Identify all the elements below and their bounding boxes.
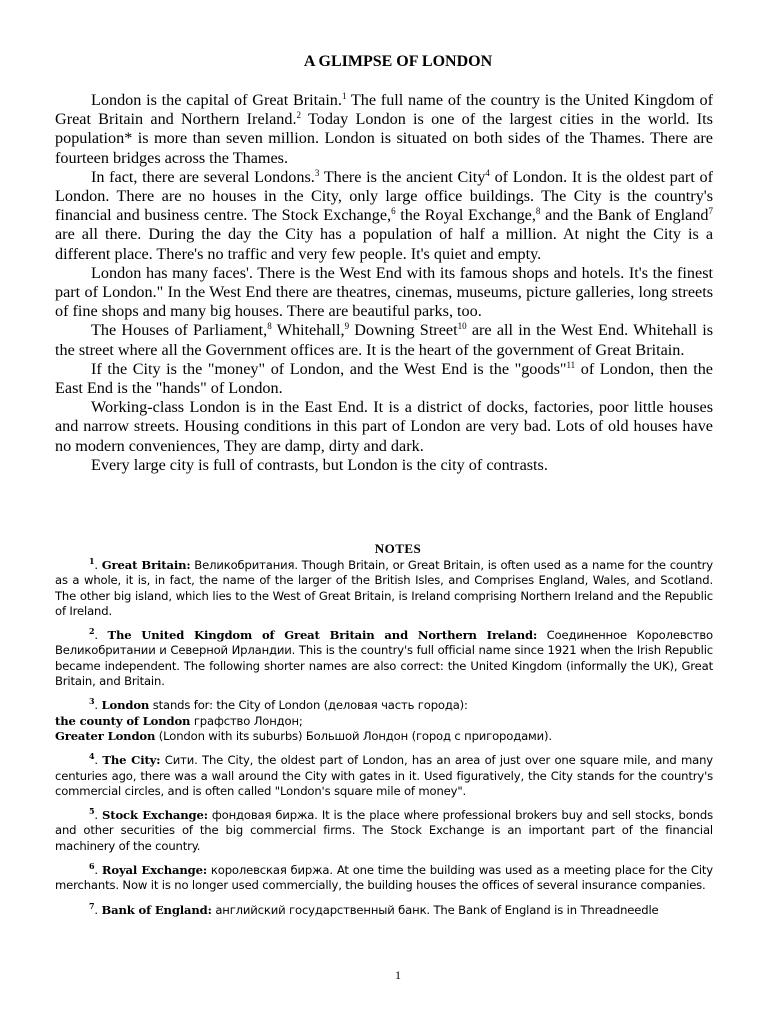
footnote-ref: 6 <box>391 206 396 217</box>
note-term: The United Kingdom of Great Britain and Northern Ireland: <box>107 628 538 643</box>
note-1: $^1$. Great Britain: Великобритания. Though Britain, or Great Britain, is often used as a name for the country as a whole, it is, in fact, the name of the larger of the British Isles, and Comprises England, Wales, and Scotland. The other big island, which lies to the West of Great Britain, is Ireland comprising Northern Ireland and the Republic of Ireland. <box>55 556 713 618</box>
note-number: 5 <box>89 806 95 817</box>
note-number: 6 <box>89 861 95 872</box>
paragraph-7: Every large city is full of contrasts, but London is the city of contrasts. <box>91 455 548 474</box>
paragraph-6: Working-class London is in the East End. It is a district of docks, factories, poor little houses and narrow streets. Housing conditions in this part of London are very bad. Lots of old houses have no modern conveniences, They are damp, dirty and dark. <box>55 398 713 455</box>
footnote-ref: 1 <box>341 91 347 101</box>
paragraph-5: If the City is the "money" of London, and the West End is the "goods"$^{11}$ of London, then the East End is the "hands" of London. <box>55 359 713 398</box>
note-term: The City: <box>102 753 161 768</box>
note-term: London <box>101 698 150 713</box>
footnote-ref: 2 <box>296 110 302 121</box>
footnote-ref: 8 <box>535 206 541 217</box>
note-term: Greater London <box>55 728 156 743</box>
note-5: $^5$. Stock Exchange: фондовая биржа. It is the place where professional brokers buy and sell stocks, bonds and other securities of the big commercial firms. The Stock Exchange is an important part of the financial machinery of the country. <box>55 806 714 853</box>
note-4: $^4$. The City: Сити. The City, the oldest part of London, has an area of just over one square mile, and many centuries ago, there was a wall around the City with gates in it. Used figuratively, the City stands for the country's commercial circles, and is often called "London's square mile of money". <box>55 751 714 798</box>
paragraph-4: The Houses of Parliament,$^8$ Whitehall,$^9$ Downing Street$^{10}$ are all in the West End. Whitehall is the street where all the Government offices are. It is the heart of the government of Great Britain. <box>55 321 713 359</box>
footnote-ref: 10 <box>457 321 467 332</box>
paragraph-3: London has many faces'. There is the West End with its famous shops and hotels. It's the finest part of London." In the West End there are theatres, cinemas, museums, picture galleries, long streets of fine shops and many big houses. There are beautiful parks, too. <box>55 263 713 321</box>
footnote-ref: 3 <box>314 167 320 178</box>
footnote-ref: 11 <box>566 359 576 370</box>
note-3: $^3$. London stands for: the City of London (деловая часть города): the county of London графство Лондон; Greater London (London with its suburbs) Большой Лондон (город с пригородами). <box>55 696 552 743</box>
page-title: A GLIMPSE OF LONDON <box>303 53 493 70</box>
note-number: 2 <box>89 626 95 637</box>
note-number: 3 <box>89 696 95 707</box>
note-6: $^6$. Royal Exchange: королевская биржа. At one time the building was used as a meeting place for the City merchants. Now it is no longer used commercially, the building houses the offices of several insurance companies. <box>55 861 713 893</box>
footnote-ref: 8 <box>267 321 272 332</box>
note-term: Stock Exchange: <box>102 808 208 823</box>
note-term: the county of London <box>55 713 191 728</box>
note-number: 1 <box>89 556 95 566</box>
footnote-ref: 4 <box>485 167 490 178</box>
article-body <box>55 91 713 475</box>
footnote-ref: 9 <box>344 321 350 332</box>
paragraph-2: In fact, there are several Londons.$^3$ There is the ancient City$^4$ of London. It is the oldest part of London. There are no houses in the City, only large office buildings. The City is the country's financial and business centre. The Stock Exchange,$^6$ the Royal Exchange,$^8$ and the Bank of England$^7$ are all there. During the day the City has a population of half a million. At night the City is a different place. There's no traffic and very few people. It's quiet and empty. <box>55 167 714 263</box>
note-number: 7 <box>89 900 95 911</box>
note-term: Royal Exchange: <box>101 863 207 878</box>
paragraph-1: London is the capital of Great Britain.$^1$ The full name of the country is the United Kingdom of Great Britain and Northern Ireland.$^2$ Today London is one of the largest cities in the world. Its population* is more than seven million. London is situated on both sides of the Thames. There are fourteen bridges across the Thames. <box>55 91 713 167</box>
notes-heading: NOTES <box>374 541 422 556</box>
note-term: Great Britain: <box>101 558 191 572</box>
notes-section <box>55 558 713 927</box>
note-term: Bank of England: <box>101 902 212 917</box>
page-number: 1 <box>395 968 401 982</box>
footnote-ref: 7 <box>708 206 714 217</box>
note-number: 4 <box>89 751 95 762</box>
note-7: $^7$. Bank of England: английский государственный банк. The Bank of England is in Threadneedle <box>89 900 659 917</box>
note-2: $^2$. The United Kingdom of Great Britain and Northern Ireland: Соединенное Королевство Великобритании и Северной Ирландии. This is the country's full official name since 1921 when the Irish Republic became independent. The following shorter names are also correct: the United Kingdom (informally the UK), Great Britain, and Britain. <box>55 626 713 689</box>
